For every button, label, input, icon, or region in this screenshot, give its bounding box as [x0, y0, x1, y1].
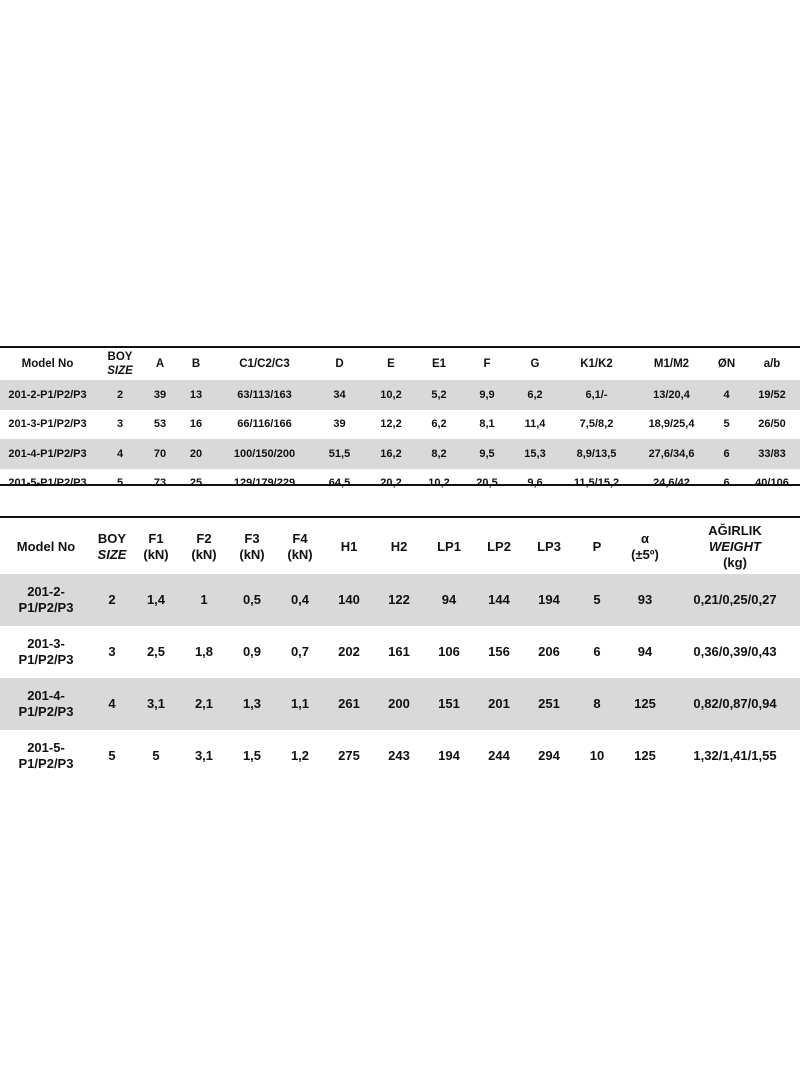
- table-row: [0, 439, 800, 469]
- table-cell: 10: [589, 748, 605, 763]
- t1-header-cell: M1/M2: [653, 358, 690, 370]
- table-cell: 194: [438, 748, 460, 763]
- model-no-cell: 201-3-P1/P2/P3: [8, 418, 87, 431]
- table-cell: 51,5: [328, 447, 351, 460]
- t2-header-cell: F3 (kN): [239, 530, 265, 562]
- table-cell: 201: [488, 696, 510, 711]
- table-cell: 8,9/13,5: [576, 447, 617, 460]
- table-cell: 9,6: [527, 477, 543, 490]
- table-cell: 0,5: [242, 592, 262, 607]
- table-cell: 13/20,4: [653, 388, 690, 401]
- table-cell: 26/50: [758, 418, 786, 431]
- table-cell: 1,1: [290, 696, 310, 711]
- table-cell: 251: [538, 696, 560, 711]
- table-cell: 33/83: [758, 447, 786, 460]
- t1-header-cell: C1/C2/C3: [239, 358, 290, 370]
- t1-header-cell: G: [530, 358, 540, 370]
- t1-header-cell: F: [483, 358, 491, 370]
- table-cell: 11,4: [524, 418, 546, 431]
- table-cell: 125: [634, 696, 656, 711]
- table-cell: 39: [153, 388, 167, 401]
- table-cell: 5: [152, 748, 160, 763]
- t2-header-cell: P: [592, 538, 602, 554]
- t2-header-cell: LP2: [487, 538, 511, 554]
- table-row: [0, 730, 800, 782]
- table-cell: 15,3: [524, 447, 546, 460]
- table-cell: 53: [153, 418, 167, 431]
- table-cell: 6: [593, 644, 601, 659]
- table-cell: 64,5: [328, 477, 351, 490]
- table-cell: 5: [108, 748, 116, 763]
- table-cell: 1,2: [290, 748, 310, 763]
- table-row: [0, 469, 800, 499]
- model-no-cell: 201-5- P1/P2/P3: [18, 740, 74, 771]
- table-cell: 13: [189, 388, 203, 401]
- model-no-cell: 201-5-P1/P2/P3: [8, 477, 87, 490]
- table-cell: 5: [723, 418, 730, 431]
- table-row: [0, 678, 800, 730]
- table-cell: 9,5: [479, 447, 495, 460]
- model-no-cell: 201-2-P1/P2/P3: [8, 388, 87, 401]
- table-cell: 27,6/34,6: [648, 447, 695, 460]
- table-cell: 106: [438, 644, 460, 659]
- t2-header-cell: BOY SIZE: [97, 530, 127, 562]
- table-cell: 1,3: [242, 696, 262, 711]
- t1-header-cell: K1/K2: [580, 358, 613, 370]
- table-cell: 140: [338, 592, 360, 607]
- table-cell: 7,5/8,2: [579, 418, 614, 431]
- table-cell: 1,8: [194, 644, 214, 659]
- t1-header-cell: B: [191, 358, 201, 370]
- table-cell: 4: [108, 696, 116, 711]
- table-cell: 1,5: [242, 748, 262, 763]
- table-cell: 18,9/25,4: [648, 418, 695, 431]
- t2-header-cell: LP3: [537, 538, 561, 554]
- table-cell: 161: [388, 644, 410, 659]
- table-cell: 244: [488, 748, 510, 763]
- t2-header-cell: H2: [390, 538, 408, 554]
- table-cell: 0,36/0,39/0,43: [693, 644, 777, 659]
- dimensions-table: [0, 348, 800, 498]
- table2-top-rule: [0, 516, 800, 518]
- table-cell: 4: [116, 447, 124, 460]
- table-cell: 261: [338, 696, 360, 711]
- t1-header-cell: E: [387, 358, 395, 370]
- table-cell: 12,2: [380, 418, 402, 431]
- table-cell: 3: [116, 418, 124, 431]
- t1-header-cell: E1: [431, 358, 447, 370]
- model-no-cell: 201-4-P1/P2/P3: [8, 447, 87, 460]
- table-cell: 19/52: [758, 388, 786, 401]
- table-cell: 25: [189, 477, 203, 490]
- table-cell: 10,2: [428, 477, 450, 490]
- table-cell: 122: [388, 592, 410, 607]
- table-cell: 6,2: [527, 388, 543, 401]
- model-no-cell: 201-3- P1/P2/P3: [18, 636, 74, 667]
- table-cell: 275: [338, 748, 360, 763]
- table-cell: 8,2: [431, 447, 447, 460]
- table-cell: 0,82/0,87/0,94: [693, 696, 777, 711]
- t1-header-cell: BOY SIZE: [107, 351, 133, 377]
- table-cell: 1,4: [146, 592, 166, 607]
- table-cell: 151: [438, 696, 460, 711]
- table-cell: 6,1/-: [585, 388, 608, 401]
- forces-weight-table: [0, 519, 800, 782]
- table2-header-row: [0, 519, 800, 574]
- table-cell: 0,4: [290, 592, 310, 607]
- t2-header-cell: F2 (kN): [191, 530, 217, 562]
- table-row: [0, 380, 800, 410]
- table-cell: 10,2: [380, 388, 402, 401]
- table-cell: 94: [637, 644, 653, 659]
- table-cell: 5,2: [431, 388, 447, 401]
- t1-header-cell: D: [335, 358, 344, 370]
- table-cell: 34: [333, 388, 346, 401]
- table-cell: 20,2: [380, 477, 402, 490]
- table-cell: 4: [723, 388, 730, 401]
- table-cell: 156: [488, 644, 510, 659]
- table-cell: 0,7: [290, 644, 310, 659]
- table-cell: 66/116/166: [237, 418, 292, 431]
- table-cell: 0,9: [242, 644, 262, 659]
- t2-header-cell: F4 (kN): [287, 530, 313, 562]
- table-cell: 202: [338, 644, 360, 659]
- table-cell: 93: [637, 592, 653, 607]
- table-cell: 40/106: [755, 477, 789, 490]
- t2-header-cell: α (±5º): [631, 530, 659, 562]
- table-cell: 70: [153, 447, 167, 460]
- t2-header-cell: Model No: [16, 538, 76, 554]
- t2-header-cell: F1 (kN): [143, 530, 169, 562]
- table-cell: 200: [388, 696, 410, 711]
- model-no-cell: 201-2- P1/P2/P3: [18, 584, 74, 615]
- table-cell: 129/179/229: [233, 477, 296, 490]
- table-cell: 6,2: [431, 418, 447, 431]
- table-cell: 294: [538, 748, 560, 763]
- t1-header-cell: Model No: [21, 358, 74, 370]
- t1-header-cell: ØN: [717, 358, 736, 370]
- table-cell: 20,5: [476, 477, 498, 490]
- table-cell: 8,1: [479, 418, 495, 431]
- table-cell: 24,6/42: [653, 477, 690, 490]
- table-cell: 100/150/200: [233, 447, 296, 460]
- table-row: [0, 626, 800, 678]
- table-cell: 9,9: [479, 388, 495, 401]
- table-cell: 3,1: [194, 748, 214, 763]
- table-row: [0, 574, 800, 626]
- table-cell: 11,5/15,2: [573, 477, 620, 490]
- table-cell: 194: [538, 592, 560, 607]
- table-cell: 1,32/1,41/1,55: [693, 748, 777, 763]
- t1-header-cell: a/b: [763, 358, 781, 370]
- table-cell: 144: [488, 592, 510, 607]
- t2-header-cell: AĞIRLIK WEIGHT (kg): [708, 522, 762, 570]
- table-cell: 3: [108, 644, 116, 659]
- table-cell: 39: [333, 418, 346, 431]
- table-cell: 20: [189, 447, 203, 460]
- table-cell: 125: [634, 748, 656, 763]
- table-cell: 5: [116, 477, 124, 490]
- table-cell: 63/113/163: [237, 388, 292, 401]
- table-cell: 94: [441, 592, 457, 607]
- table-cell: 1: [200, 592, 208, 607]
- table-row: [0, 410, 800, 440]
- table-cell: 73: [153, 477, 167, 490]
- table-cell: 0,21/0,25/0,27: [693, 592, 777, 607]
- table-cell: 16: [189, 418, 203, 431]
- table-cell: 3,1: [146, 696, 166, 711]
- t1-header-cell: A: [155, 358, 165, 370]
- table-cell: 6: [723, 447, 730, 460]
- model-no-cell: 201-4- P1/P2/P3: [18, 688, 74, 719]
- table-cell: 2,5: [146, 644, 166, 659]
- t2-header-cell: LP1: [437, 538, 461, 554]
- table-cell: 8: [593, 696, 601, 711]
- table-cell: 16,2: [380, 447, 402, 460]
- table-cell: 2: [116, 388, 124, 401]
- table-cell: 5: [593, 592, 601, 607]
- table1-header-row: [0, 348, 800, 380]
- table-cell: 2: [108, 592, 116, 607]
- table-cell: 243: [388, 748, 410, 763]
- table-cell: 206: [538, 644, 560, 659]
- table-cell: 2,1: [194, 696, 214, 711]
- t2-header-cell: H1: [340, 538, 358, 554]
- table-cell: 6: [723, 477, 730, 490]
